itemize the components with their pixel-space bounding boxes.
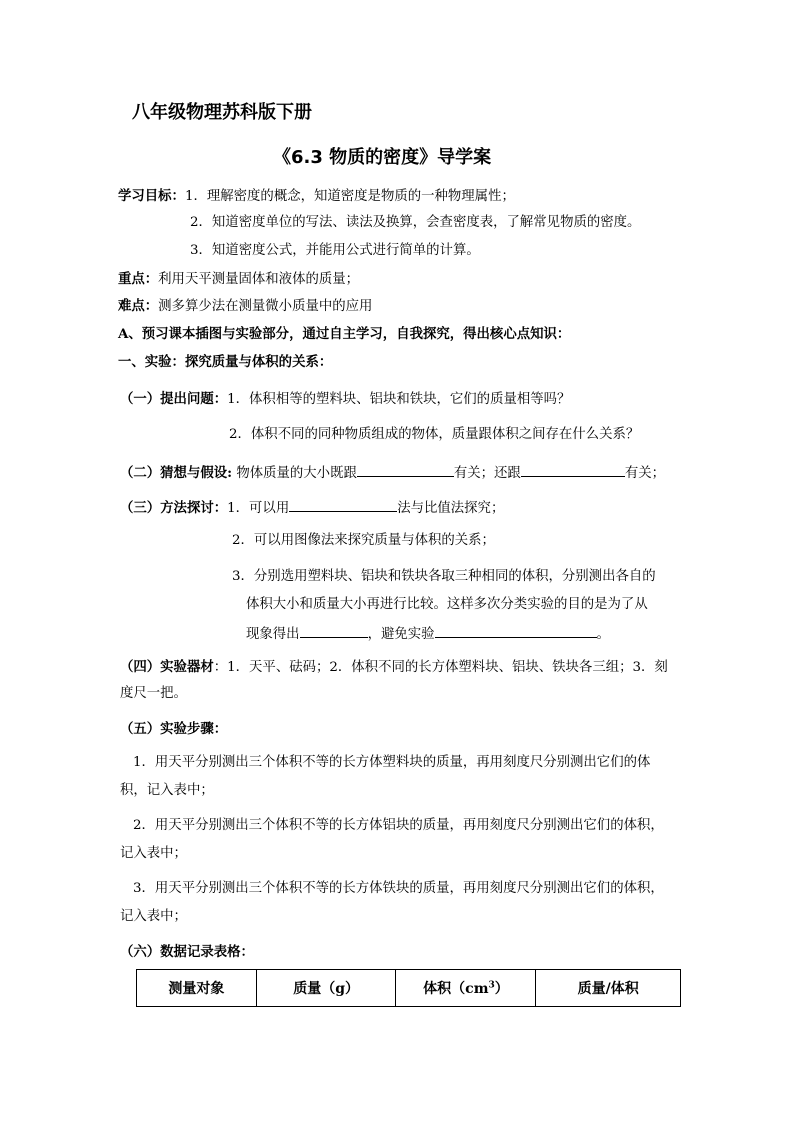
table-header-volume-text: 体积（cm: [423, 981, 489, 997]
objectives-label: 学习目标：: [118, 188, 185, 204]
question-line-1: [120, 390, 570, 409]
step-1-line-2: 积，记入表中；: [120, 783, 214, 798]
objectives-line-1: [118, 187, 515, 206]
equipment-line-1: [120, 658, 668, 677]
step-2-line-1: 2．用天平分别测出三个体积不等的长方体铝块的质量，再用刻度尺分别测出它们的体积，: [133, 818, 664, 833]
objective-item: 2．知道密度单位的写法、读法及换算，会查密度表，了解常见物质的密度。: [190, 215, 641, 230]
step-1-line-1: 1．用天平分别测出三个体积不等的长方体塑料块的质量，再用刻度尺分别测出它们的体: [133, 755, 651, 770]
equipment-label: （四）实验器材: [120, 659, 214, 675]
table-header-volume: [396, 970, 536, 1007]
key-point: [118, 270, 359, 289]
table-header-object: 测量对象: [137, 970, 257, 1007]
hypothesis-text-1: 物体质量的大小既跟: [236, 466, 357, 481]
section-1-heading: 一、实验：探究质量与体积的关系：: [118, 354, 333, 370]
difficult-point: [118, 297, 372, 316]
table-header-volume-close: ）: [494, 981, 509, 997]
method-blank-3[interactable]: [435, 623, 597, 638]
table-header-row: [137, 970, 681, 1007]
hypothesis-text-3: 有关；: [624, 466, 665, 481]
method-line-1: [120, 497, 504, 518]
steps-label: （五）实验步骤：: [120, 721, 228, 737]
hypothesis-text-2: 有关；还跟: [453, 466, 521, 481]
method-blank-2[interactable]: [300, 623, 368, 638]
table-section-label: （六）数据记录表格：: [120, 944, 254, 960]
lesson-title: 《6.3 物质的密度》导学案: [273, 147, 492, 168]
objective-item: 3．知道密度公式，并能用公式进行简单的计算。: [190, 243, 480, 258]
equipment-line-2: 度尺一把。: [120, 686, 187, 701]
step-2-line-2: 记入表中；: [120, 846, 187, 861]
step-3-line-1: 3．用天平分别测出三个体积不等的长方体铁块的质量，再用刻度尺分别测出它们的体积，: [133, 881, 664, 896]
hypothesis-line: [120, 462, 665, 483]
difficult-point-text: 测多算少法在测量微小质量中的应用: [158, 299, 373, 314]
equipment-text: ：1．天平、砝码；2．体积不同的长方体塑料块、铝块、铁块各三组；3．刻: [213, 660, 668, 675]
hypothesis-blank-2[interactable]: [521, 462, 625, 477]
section-a-heading: A、预习课本插图与实验部分，通过自主学习，自我探究，得出核心点知识：: [118, 326, 571, 342]
hypothesis-blank-1[interactable]: [357, 462, 454, 477]
method-item-3-text-a: 现象得出: [246, 627, 300, 642]
method-item-1b: 法与比值法探究；: [397, 501, 505, 516]
grade-title: 八年级物理苏科版下册: [132, 102, 312, 123]
method-item-3-line-2: 体积大小和质量大小再进行比较。这样多次分类实验的目的是为了从: [246, 597, 648, 612]
difficult-point-label: 难点：: [118, 298, 159, 314]
method-label: （三）方法探讨：: [120, 500, 228, 516]
objective-item: 1．理解密度的概念，知道密度是物质的一种物理属性；: [184, 189, 515, 204]
method-item-3-line-3: [246, 623, 610, 644]
data-record-table: [136, 969, 681, 1007]
key-point-label: 重点：: [118, 271, 159, 287]
method-blank-1[interactable]: [289, 497, 397, 512]
step-3-line-2: 记入表中；: [120, 909, 187, 924]
table-header-ratio: 质量/体积: [536, 970, 681, 1007]
question-item: 2．体积不同的同种物质组成的物体，质量跟体积之间存在什么关系？: [229, 427, 640, 442]
method-item-3-text-b: ，避免实验: [367, 627, 435, 642]
table-header-mass: 质量（g）: [256, 970, 396, 1007]
method-item-3-text-c: 。: [596, 627, 610, 642]
question-item: 1．体积相等的塑料块、铝块和铁块，它们的质量相等吗？: [227, 392, 571, 407]
method-item-2: 2．可以用图像法来探究质量与体积的关系；: [232, 533, 495, 548]
table-header-volume-exponent: 3: [488, 980, 495, 991]
question-label: （一）提出问题：: [120, 391, 228, 407]
key-point-text: 利用天平测量固体和液体的质量；: [158, 272, 360, 287]
method-item-1a: 1．可以用: [227, 501, 290, 516]
hypothesis-label: （二）猜想与假设:: [120, 465, 233, 481]
method-item-3-line-1: 3．分别选用塑料块、铝块和铁块各取三种相同的体积，分别测出各自的: [232, 569, 656, 584]
